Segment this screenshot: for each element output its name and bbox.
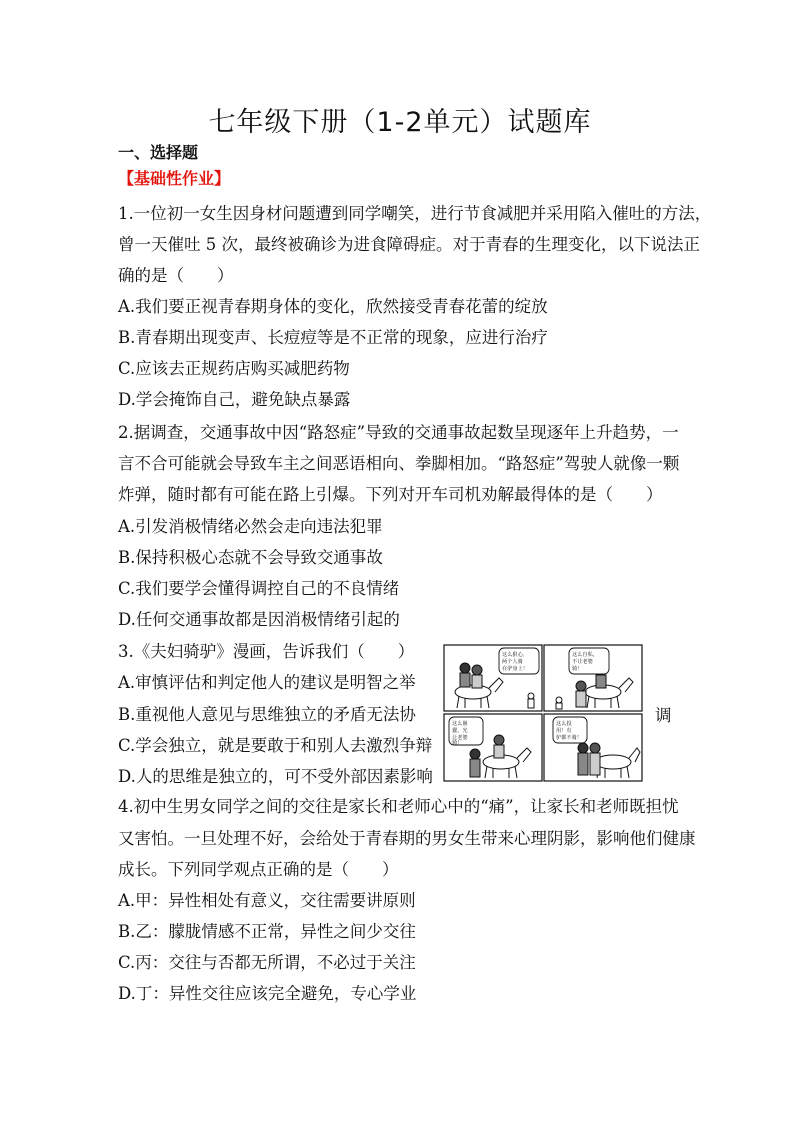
q1-option-a: A.我们要正视青春期身体的变化，欣然接受青春花蕾的绽放 — [118, 297, 548, 316]
q4-option-d: D.丁：异性交往应该完全避免，专心学业 — [118, 984, 417, 1003]
comic-bubble-2: 这么自私， — [572, 652, 598, 658]
svg-text:在驴身上！: 在驴身上！ — [502, 666, 528, 672]
q4-stem-line: 4.初中生男女同学之间的交往是家长和老师心中的“痛”，让家长和老师既担忧 — [118, 797, 679, 816]
svg-text:不让老婆: 不让老婆 — [572, 659, 593, 665]
q4-stem-line: 成长。下列同学观点正确的是（ ） — [118, 860, 399, 879]
section-heading: 一、选择题 — [118, 143, 199, 162]
q3-stem: 3.《夫妇骑驴》漫画，告诉我们（ ） — [118, 642, 415, 661]
comic-bubble-4: 这么投 — [556, 721, 572, 727]
q2-stem-line: 炸弹，随时都有可能在路上引爆。下列对开车司机劝解最得体的是（ ） — [118, 485, 663, 504]
svg-text:两个人骑: 两个人骑 — [502, 659, 523, 665]
q2-stem-line: 2.据调查，交通事故中因“路怒症”导致的交通事故起数呈现逐年上升趋势，一 — [118, 423, 679, 442]
q2-option-b: B.保持积极心态就不会导致交通事故 — [118, 548, 383, 567]
svg-text:蠢，光: 蠢，光 — [452, 728, 468, 734]
q1-stem-line: 曾一天催吐 5 次，最终被确诊为进食障碍症。对于青春的生理变化，以下说法正 — [118, 235, 700, 254]
q3-option-b-overflow: 调 — [655, 706, 672, 725]
q4-stem-line: 又害怕。一旦处理不好，会给处于青春期的男女生带来心理阴影，影响他们健康 — [118, 829, 696, 848]
comic-bubble-3: 这么愚 — [452, 721, 468, 727]
q2-option-d: D.任何交通事故都是因消极情绪引起的 — [118, 610, 400, 629]
q1-stem-line: 1.一位初一女生因身材问题遭到同学嘲笑，进行节食减肥并采用陷入催吐的方法， — [118, 204, 712, 223]
q3-option-b: B.重视他人意见与思维独立的矛盾无法协 — [118, 705, 416, 724]
homework-tag: 【基础性作业】 — [118, 169, 231, 188]
svg-text:用！有: 用！有 — [556, 728, 572, 734]
comic-bubble-1: 这么狠心， — [502, 652, 528, 658]
q2-option-a: A.引发消极情绪必然会走向违法犯罪 — [118, 517, 383, 536]
q3-option-c: C.学会独立，就是要敢于和别人去激烈争辩 — [118, 736, 433, 755]
svg-text:骑！: 骑！ — [572, 666, 583, 672]
q1-stem-line: 确的是（ ） — [118, 266, 234, 285]
svg-text:骑！: 骑！ — [452, 740, 463, 746]
q2-option-c: C.我们要学会懂得调控自己的不良情绪 — [118, 579, 400, 598]
page-title: 七年级下册（1-2单元）试题库 — [208, 107, 592, 138]
q4-option-b: B.乙：朦胧情感不正常，异性之间少交往 — [118, 922, 416, 941]
q2-stem-line: 言不合可能就会导致车主之间恶语相向、拳脚相加。“路怒症”驾驶人就像一颗 — [118, 454, 680, 473]
q4-option-c: C.丙：交往与否都无所谓，不必过于关注 — [118, 953, 416, 972]
svg-text:驴都不骑！: 驴都不骑！ — [556, 735, 582, 741]
q3-option-a: A.审慎评估和判定他人的建议是明智之举 — [118, 673, 416, 692]
couple-riding-donkey-comic — [443, 644, 643, 782]
q1-option-c: C.应该去正规药店购买减肥药物 — [118, 359, 350, 378]
q1-option-b: B.青春期出现变声、长痘痘等是不正常的现象，应进行治疗 — [118, 328, 548, 347]
q3-option-d: D.人的思维是独立的，可不受外部因素影响 — [118, 767, 433, 786]
q4-option-a: A.甲：异性相处有意义，交往需要讲原则 — [118, 891, 416, 910]
svg-text:让老婆: 让老婆 — [452, 735, 468, 741]
q1-option-d: D.学会掩饰自己，避免缺点暴露 — [118, 390, 351, 409]
